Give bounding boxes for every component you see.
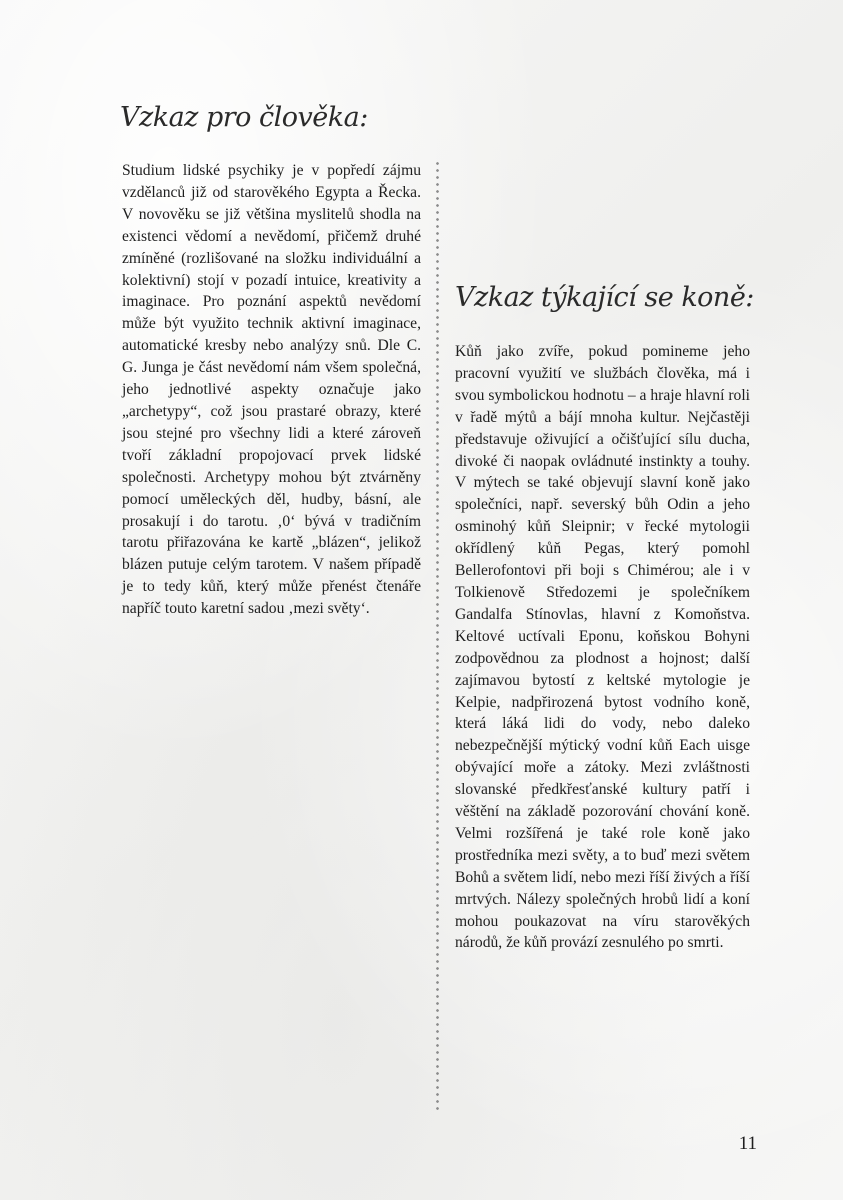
body-text-horse: Kůň jako zvíře, pokud pomineme jeho pracovní využití ve službách člověka, má i svou symbolickou hodnotu – a hraje hlavní roli v řadě mýtů a bájí mnoha kultur. Nejčastěji představuje oživující a očišťující sílu ducha, divoké či naopak ovládnuté instinkty a touhy. V mýtech se také objevují slavní koně jako společníci, např. severský bůh Odin a jeho osminohý kůň Sleipnir; v řecké mytologii okřídlený kůň Pegas, který pomohl Bellerofontovi při boji s Chimérou; ale i v Tolkienově Středozemi je společníkem Gandalfa Stínovlas, hlavní z Komoňstva. Keltové uctívali Eponu, koňskou Bohyni zodpovědnou za plodnost a hojnost; další zajímavou bytostí z keltské mytologie je Kelpie, nadpřirozená bytost vodního koně, která láká lidi do vody, nebo daleko nebezpečnější mýtický vodní kůň Each uisge obývající moře a zátoky. Mezi zvláštnosti slovanské předkřesťanské kultury patří i věštění na základě pozorování chování koně. Velmi rozšířená je také role koně jako prostředníka mezi světy, a to buď mezi světem Bohů a světem lidí, nebo mezi říší živých a říší mrtvých. Nálezy společných hrobů lidí a koní mohou poukazovat na víru starověkých národů, že kůň provází zesnulého po smrti.	[455, 343, 750, 952]
section-heading-horse: Vzkaz týkající se koně:	[455, 282, 754, 313]
body-text-human: Studium lidské psychiky je v popředí zájmu vzdělanců již od starověkého Egypta a Řecka. V novověku se již většina myslitelů shodla na existenci vědomí a nevědomí, přičemž druhé zmíněné (rozlišované na složku individuální a kolektivní) stojí v pozadí intuice, kreativity a imaginace. Pro poznání aspektů nevědomí může být využito technik aktivní imaginace, automatické kresby nebo analýzy snů. Dle C. G. Junga je část nevědomí nám všem společná, jeho jednotlivé aspekty označuje jako „archetypy“, což jsou prastaré obrazy, které jsou stejné pro všechny lidi a které zároveň tvoří základní propojovací prvek lidské společnosti. Archetypy mohou být ztvárněny pomocí uměleckých děl, hudby, básní, ale prosakují i do tarotu. ‚0‘ bývá v tradičním tarotu přiřazována ke kartě „blázen“, jelikož blázen putuje celým tarotem. V našem případě je to tedy kůň, který může přenést čtenáře napříč touto karetní sadou ‚mezi světy‘.	[122, 162, 421, 618]
section-heading-human: Vzkaz pro člověka:	[120, 102, 368, 133]
dotted-column-divider	[436, 160, 439, 1112]
page-number: 11	[738, 1133, 757, 1154]
